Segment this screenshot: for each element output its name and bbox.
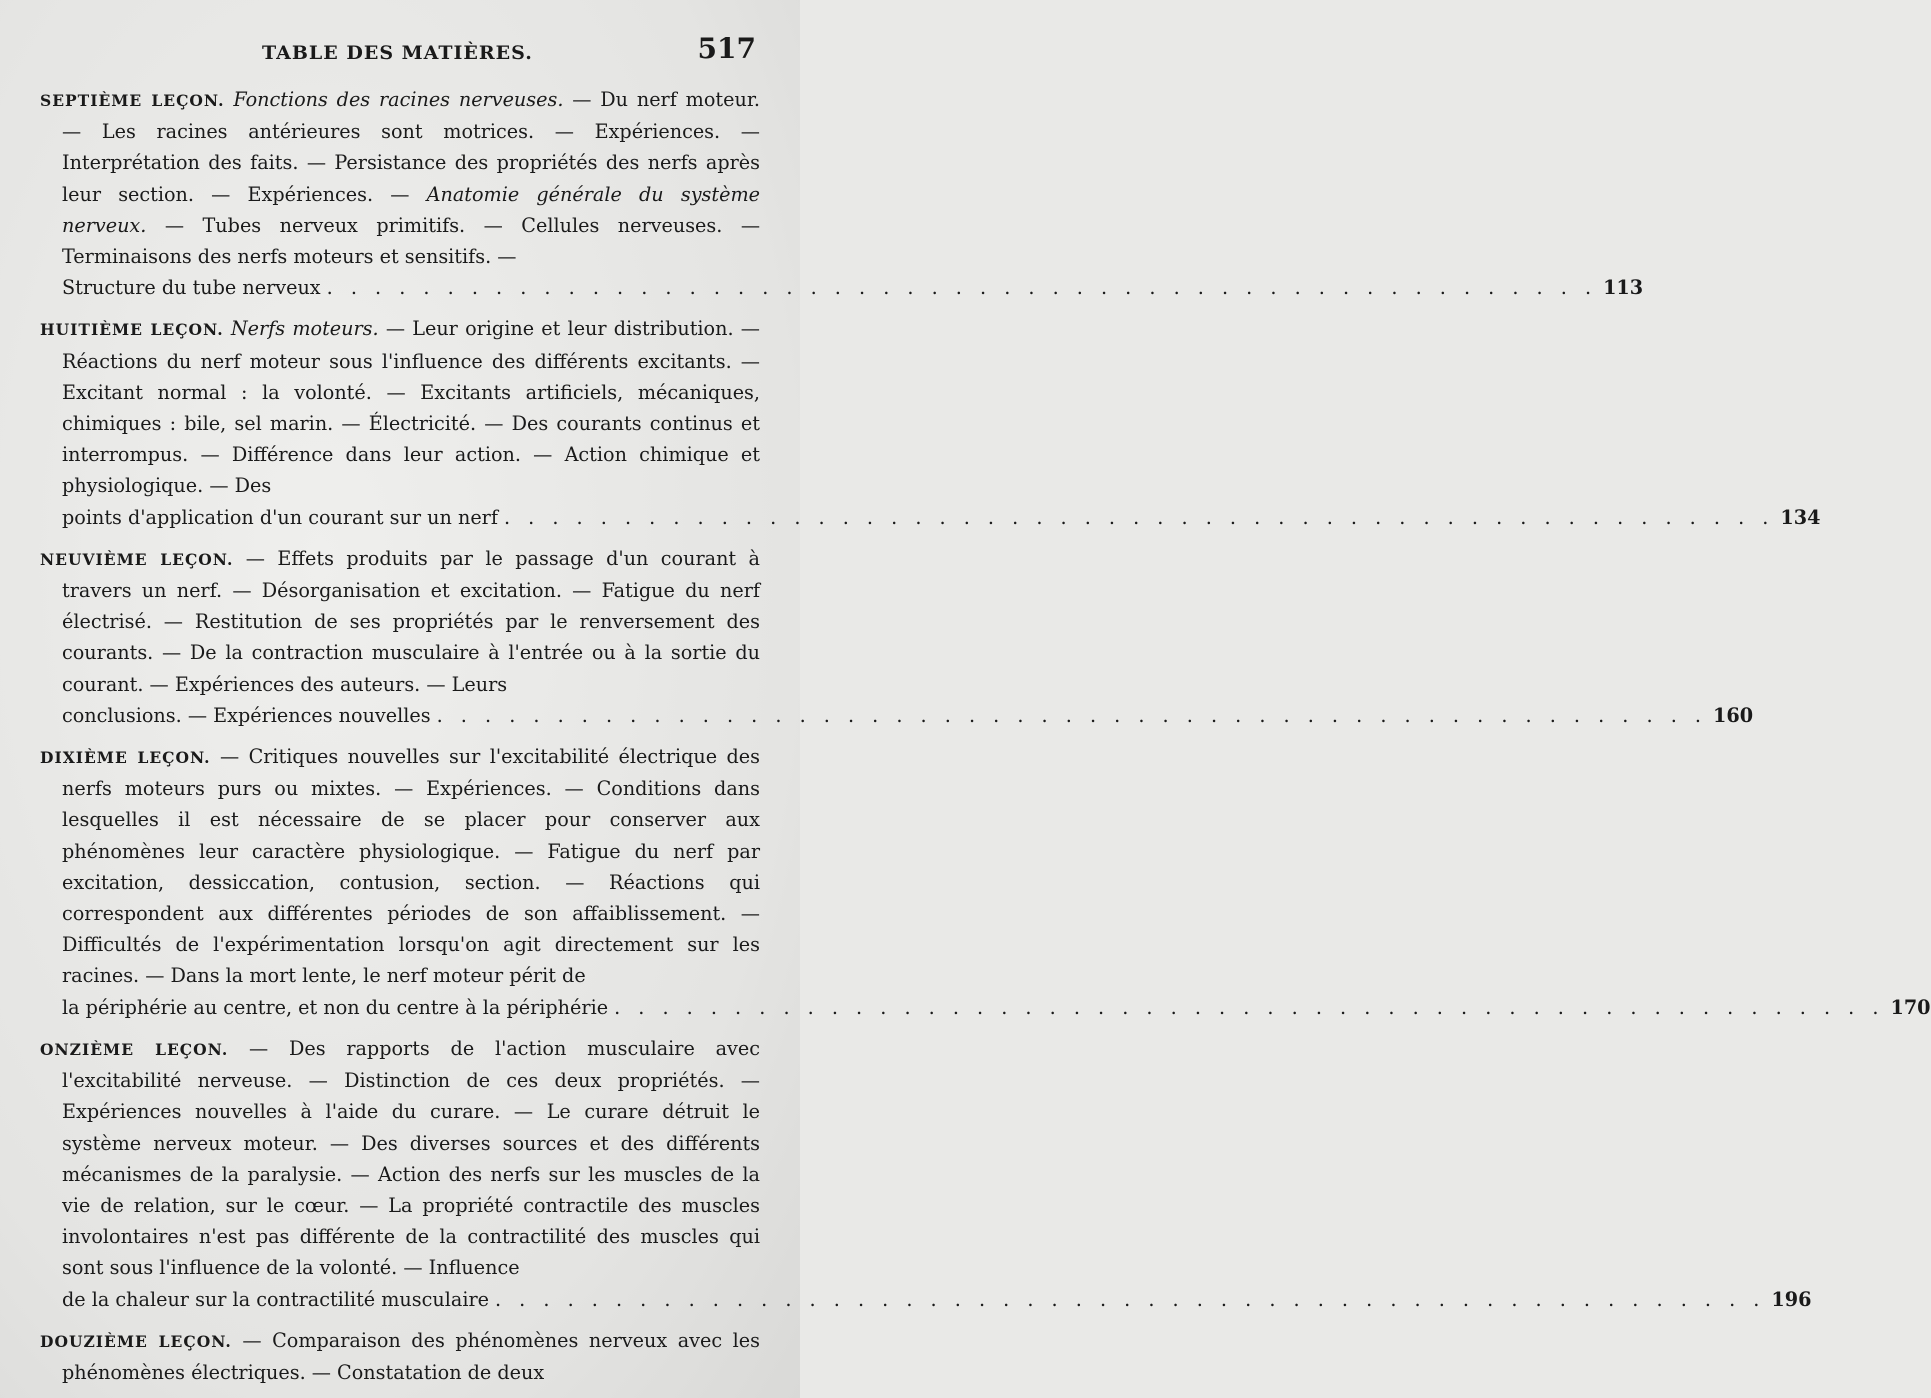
lesson-heading: DIXIÈME LEÇON. bbox=[40, 748, 211, 768]
lesson-topic: Nerfs moteurs. bbox=[230, 317, 379, 341]
entry-tail: conclusions. — Expériences nouvelles bbox=[62, 703, 431, 727]
dot-leader: . . . . . . . . . . . . . . . . . . . . . . . . . . . . . . . . . . . . . . . . . . . . . . . . . . . . . bbox=[436, 703, 1708, 727]
toc-entry-onzieme bbox=[40, 1033, 1812, 1315]
entry-page-number: 160 bbox=[1713, 703, 1754, 727]
dot-leader: . . . . . . . . . . . . . . . . . . . . . . . . . . . . . . . . . . . . . . . . . . . . . . . . . . . . . bbox=[326, 276, 1598, 300]
entry-page-number: 170 bbox=[1890, 995, 1931, 1019]
entry-last-line bbox=[40, 1284, 1812, 1315]
entry-tail: Structure du tube nerveux bbox=[62, 276, 321, 300]
entry-text bbox=[40, 84, 760, 272]
entry-last-line bbox=[40, 502, 1821, 533]
entry-page-number: 134 bbox=[1780, 505, 1821, 529]
entry-tail: points d'application d'un courant sur un nerf bbox=[62, 505, 498, 529]
entry-body: — Leur origine et leur distribution. — Réactions du nerf moteur sous l'influence des différents excitants. — Excitant normal : la volonté. — Excitants artificiels, mécaniques, chimiques : bile, sel marin. — Électricité. — Des courants continus et interrompus. — Différence dans leur action. — Action chimique et physiologique. — Des bbox=[62, 317, 760, 498]
lesson-topic: Fonctions des racines nerveuses. bbox=[233, 88, 564, 111]
entry-last-line bbox=[40, 700, 1754, 731]
lesson-heading: NEUVIÈME LEÇON. bbox=[40, 549, 234, 569]
entry-last-line bbox=[40, 992, 1931, 1023]
entry-last-line bbox=[40, 272, 1644, 303]
entry-body-continued: — Tubes nerveux primitifs. — Cellules nerveuses. — Terminaisons des nerfs moteurs et sensitifs. — bbox=[62, 213, 761, 269]
entry-page-number: 113 bbox=[1603, 276, 1644, 300]
lesson-heading: DOUZIÈME LEÇON. bbox=[40, 1331, 232, 1351]
entry-body: — Du nerf moteur. — Les racines antérieures sont motrices. — Expériences. — Interprétation des faits. — Persistance des propriétés des nerfs après leur section. — Expériences. — bbox=[62, 88, 760, 206]
entry-tail: la périphérie au centre, et non du centre à la périphérie bbox=[62, 995, 609, 1019]
entry-text bbox=[40, 1325, 760, 1388]
page-number: 517 bbox=[697, 32, 756, 65]
entry-text bbox=[40, 1033, 760, 1284]
dot-leader: . . . . . . . . . . . . . . . . . . . . . . . . . . . . . . . . . . . . . . . . . . . . . . . . . . . . . bbox=[503, 505, 1775, 529]
lesson-heading: SEPTIÈME LEÇON. bbox=[40, 91, 225, 110]
entry-text bbox=[40, 741, 760, 992]
entry-tail: de la chaleur sur la contractilité musculaire bbox=[62, 1287, 489, 1311]
entry-text bbox=[40, 313, 760, 501]
dot-leader: . . . . . . . . . . . . . . . . . . . . . . . . . . . . . . . . . . . . . . . . . . . . . . . . . . . . . bbox=[614, 995, 1885, 1019]
entry-body: — Critiques nouvelles sur l'excitabilité électrique des nerfs moteurs purs ou mixtes. — Expériences. — Conditions dans lesquelles il est nécessaire de se placer pour conserver aux phénomènes leur caractère physiologique. — Fatigue du nerf par excitation, dessiccation, contusion, section. — Réactions qui correspondent aux différentes périodes de son affaiblissement. — Difficultés de l'expérimentation lorsqu'on agit directement sur les racines. — Dans la mort lente, le nerf moteur périt de bbox=[62, 745, 760, 988]
entry-page-number: 196 bbox=[1771, 1287, 1812, 1311]
toc-entry-neuvieme bbox=[40, 543, 1754, 731]
toc-entry-septieme bbox=[40, 84, 1644, 303]
lesson-heading: HUITIÈME LEÇON. bbox=[40, 320, 224, 340]
entry-body: — Des rapports de l'action musculaire avec l'excitabilité nerveuse. — Distinction de ces deux propriétés. — Expériences nouvelles à l'aide du curare. — Le curare détruit le système nerveux moteur. — Des diverses sources et des différents mécanismes de la paralysie. — Action des nerfs sur les muscles de la vie de relation, sur le cœur. — La propriété contractile des muscles involontaires n'est pas différente de la contractilité des muscles qui sont sous l'influence de la volonté. — Influence bbox=[62, 1036, 760, 1280]
running-title: TABLE DES MATIÈRES. bbox=[262, 42, 533, 64]
toc-entry-dixieme bbox=[40, 741, 1931, 1023]
entry-text bbox=[40, 543, 760, 700]
table-of-contents bbox=[40, 84, 1931, 1398]
dot-leader: . . . . . . . . . . . . . . . . . . . . . . . . . . . . . . . . . . . . . . . . . . . . . . . . . . . . . bbox=[494, 1287, 1766, 1311]
entry-body: — Comparaison des phénomènes nerveux avec les phénomènes électriques. — Constatation de deux bbox=[62, 1328, 760, 1384]
entry-body: — Effets produits par le passage d'un courant à travers un nerf. — Désorganisation et excitation. — Fatigue du nerf électrisé. — Restitution de ses propriétés par le renversement des courants. — De la contraction musculaire à l'entrée ou à la sortie du courant. — Expériences des auteurs. — Leurs bbox=[62, 546, 760, 696]
lesson-topic-secondary: Anatomie générale du système nerveux. bbox=[62, 182, 760, 237]
toc-entry-douzieme bbox=[40, 1325, 760, 1388]
toc-entry-huitieme bbox=[40, 313, 1821, 532]
page-header bbox=[0, 32, 800, 72]
lesson-heading: ONZIÈME LEÇON. bbox=[40, 1039, 229, 1059]
